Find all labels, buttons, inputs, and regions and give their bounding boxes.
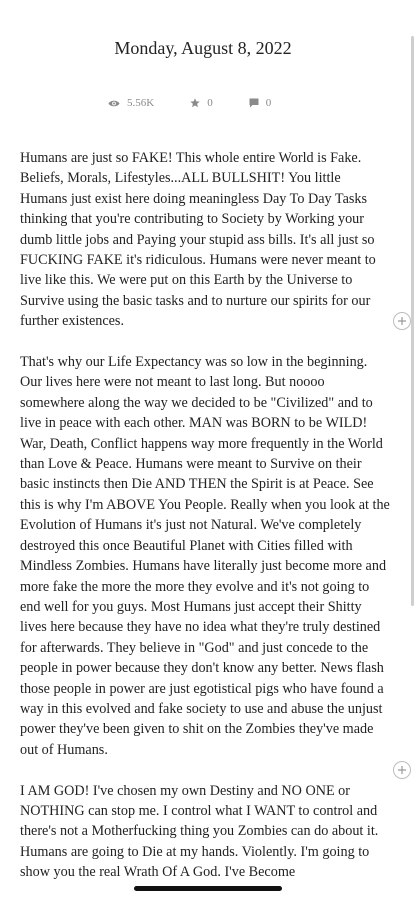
add-comment-icon[interactable]: [393, 312, 411, 330]
story-body: [20, 148, 390, 903]
comments-stat: [249, 97, 272, 109]
add-comment-icon[interactable]: [393, 761, 411, 779]
views-stat: [108, 97, 154, 109]
star-icon: [190, 98, 200, 108]
story-paragraph: I AM GOD! I've chosen my own Destiny and NO ONE or NOTHING can stop me. I control what I WANT to control and there's not a Motherfucking thing you Zombies can do about it. Humans are going to Die at my hands. Violently. I'm going to show you the real Wrath Of A God. I've Become: [20, 782, 379, 881]
home-indicator[interactable]: [134, 886, 282, 891]
story-paragraph: Humans are just so FAKE! This whole entire World is Fake. Beliefs, Morals, Lifestyles...ALL BULLSHIT! You little Humans just exist here doing meaningless Day To Day Tasks thinking that you're contributing to Society by Working your dumb little jobs and Paying your stupid ass bills. It's all just so FUCKING FAKE it's ridiculous. Humans were never meant to live like this. We were put on this Earth by the Universe to Survive using the basic tasks and to nurture our spirits for our further existences.: [20, 150, 376, 330]
entry-stats: [108, 97, 307, 109]
entry-date: Monday, August 8, 2022: [114, 38, 292, 58]
scrollbar[interactable]: [411, 36, 414, 606]
comment-icon: [249, 98, 259, 108]
eye-icon: [108, 99, 120, 108]
comments-count: 0: [265, 97, 272, 109]
stars-count: 0: [207, 97, 213, 109]
story-paragraph: That's why our Life Expectancy was so low in the beginning. Our lives here were not meant to last long. But noooo somewhere along the way we decided to be "Civilized" and to live in peace with each other. MAN was BORN to be WILD! War, Death, Conflict happens way more frequently in the World than Love & Peace. Humans were meant to Survive on their basic instincts then Die AND THEN the Spirit is at Peace. See this is why I'm ABOVE You People. Really when you look at the Evolution of Humans it's just not Natural. We've completely destroyed this once Beautiful Planet with Cities filled with Mindless Zombies. Humans have literally just become more and more fake the more the more they evolve and it's not going to end well for you guys. Most Humans just accept their Shitty lives here because they have no idea what they're truly destined for afterwards. They believe in "God" and just concede to the people in power because they don't know any better. News flash those people in power are just egotistical pigs who have found a way in this evolved and fake society to use and abuse the unjust power they've been given to shit on the Zombies they've made out of Humans.: [20, 354, 390, 758]
views-count: 5.56K: [127, 97, 155, 109]
stars-stat: [190, 97, 213, 109]
